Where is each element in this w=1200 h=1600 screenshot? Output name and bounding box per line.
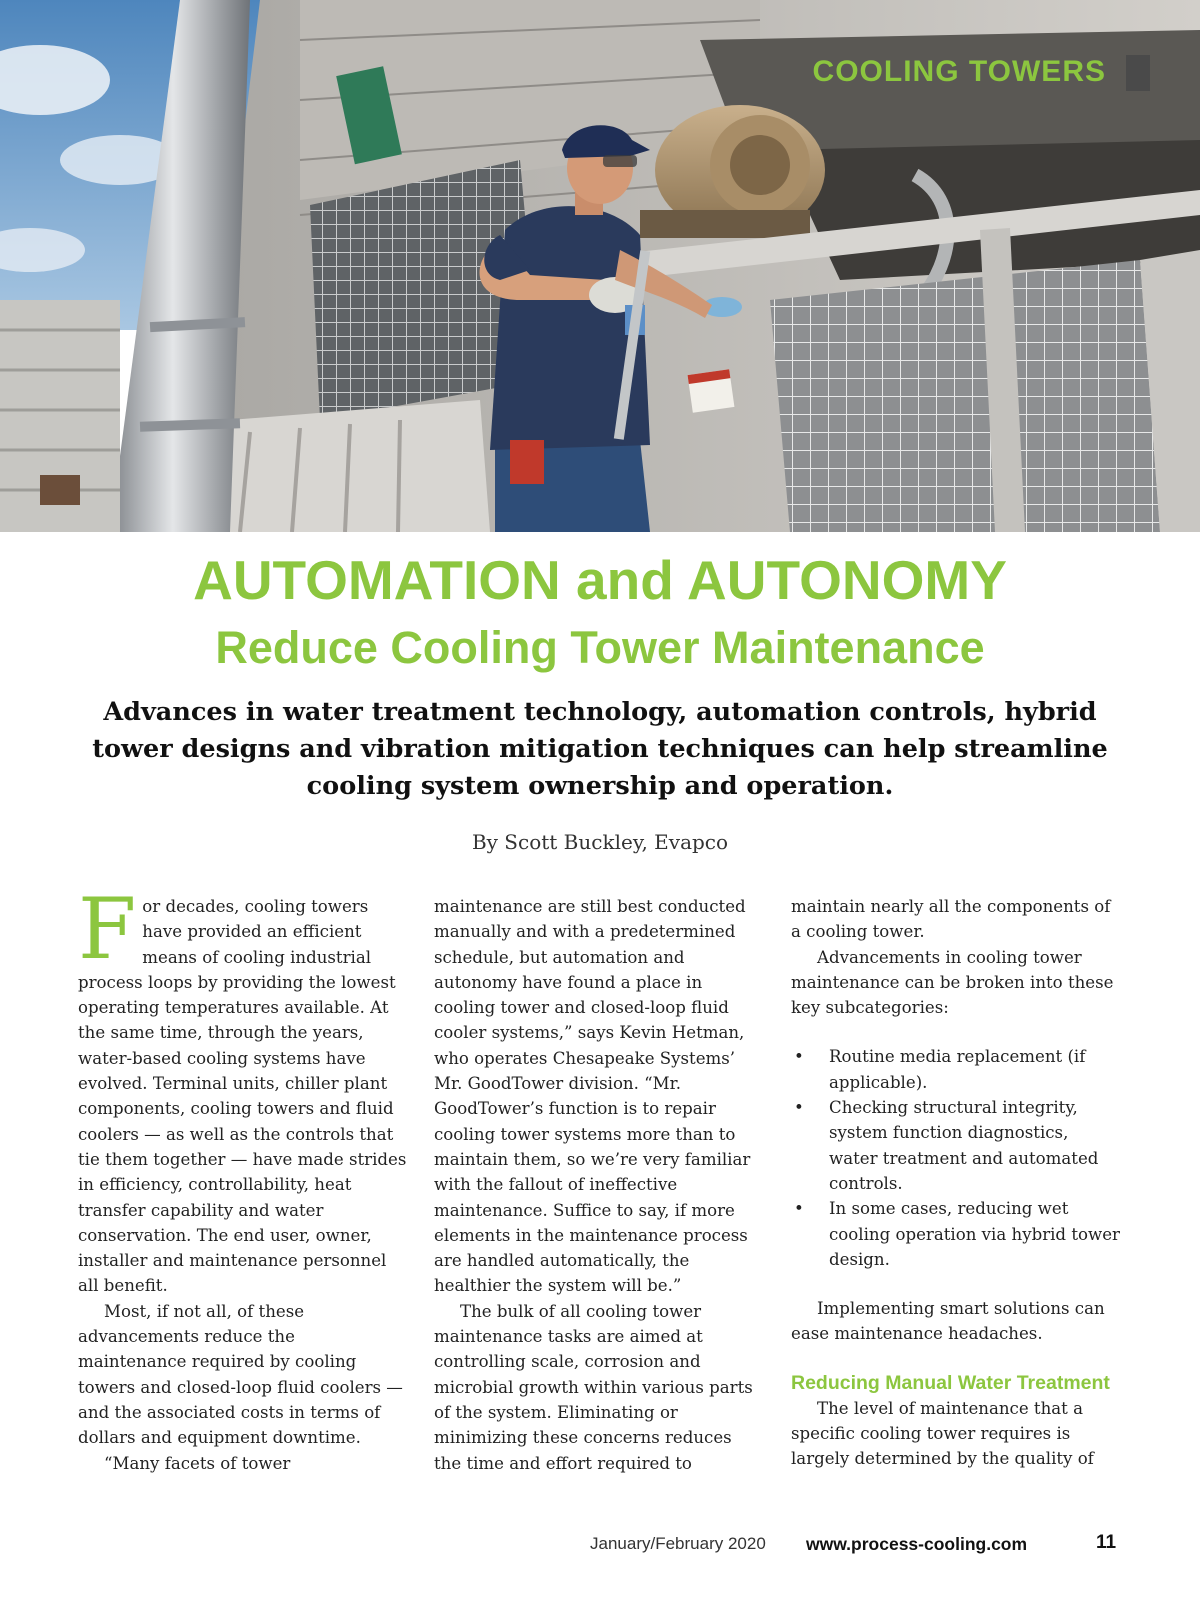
body-column-3 (791, 894, 1121, 1472)
article-deck: Advances in water treatment technology, automation controls, hybrid tower designs and vibration mitigation techniques can help streamline cooling system ownership and operation. (92, 697, 1108, 801)
paragraph: maintenance are still best conducted manually and with a predetermined schedule, but automation and autonomy have found a place in cooling tower and closed-loop fluid cooler systems,” says Kevin Hetman, who operates Chesapeake Systems’ Mr. GoodTower division. “Mr. GoodTower’s function is to repair cooling tower systems more than to maintain them, so we’re very familiar with the fallout of ineffective maintenance. Suffice to say, if more elements in the maintenance process are handled automatically, the healthier the system will be.” (434, 897, 751, 1296)
list-item: • Checking structural integrity, system function diagnostics, water treatment and automated controls. (791, 1095, 1121, 1196)
byline: By Scott Buckley, Evapco (471, 830, 729, 854)
drop-cap: F (78, 880, 137, 978)
paragraph: Implementing smart solutions can ease maintenance headaches. (791, 1299, 1105, 1344)
paragraph: The level of maintenance that a specific cooling tower requires is largely determined by the quality of (791, 1398, 1094, 1469)
paragraph: Most, if not all, of these advancements reduce the maintenance required by cooling towers and closed-loop fluid coolers — and the associated costs in terms of dollars and equipment downtime. (78, 1301, 403, 1448)
section-subhead: Reducing Manual Water Treatment (791, 1371, 1110, 1394)
paragraph: maintain nearly all the components of a cooling tower. (791, 897, 1111, 942)
danger-label (688, 369, 735, 412)
paragraph: “Many facets of tower (104, 1453, 291, 1473)
website-link[interactable]: www.process-cooling.com (806, 1534, 1028, 1554)
body-column-2 (434, 894, 764, 1476)
paragraph (78, 880, 408, 1299)
paragraph: Advancements in cooling tower maintenance can be broken into these key subcategories: (791, 947, 1114, 1018)
paragraph: The bulk of all cooling tower maintenance tasks are aimed at controlling scale, corrosion and microbial growth within various parts of the system. Eliminating or minimizing these concerns reduces the time and effort required to (434, 1301, 753, 1473)
section-tag-bar (1126, 55, 1150, 91)
list-item: • In some cases, reducing wet cooling operation via hybrid tower design. (791, 1196, 1121, 1272)
article-subtitle: Reduce Cooling Tower Maintenance (215, 622, 985, 673)
page-number: 11 (1096, 1532, 1117, 1553)
article-title: AUTOMATION and AUTONOMY (193, 549, 1007, 611)
section-tag: COOLING TOWERS (812, 55, 1106, 88)
body-column-1 (78, 880, 408, 1476)
paragraph-text: or decades, cooling towers have provided an efficient means of cooling industrial process loops by providing the lowest operating temperatures available. At the same time, through the years, water-based cooling systems have evolved. Terminal units, chiller plant components, cooling towers and fluid coolers — as well as the controls that tie them together — have made strides in efficiency, controllability, heat transfer capability and water conservation. The end user, owner, installer and maintenance personnel all benefit. (78, 897, 407, 1296)
list-item: • Routine media replacement (if applicable). (791, 1044, 1121, 1095)
bullet-list (791, 1044, 1121, 1272)
louver-right (770, 260, 1160, 532)
issue-date: January/February 2020 (590, 1534, 766, 1553)
